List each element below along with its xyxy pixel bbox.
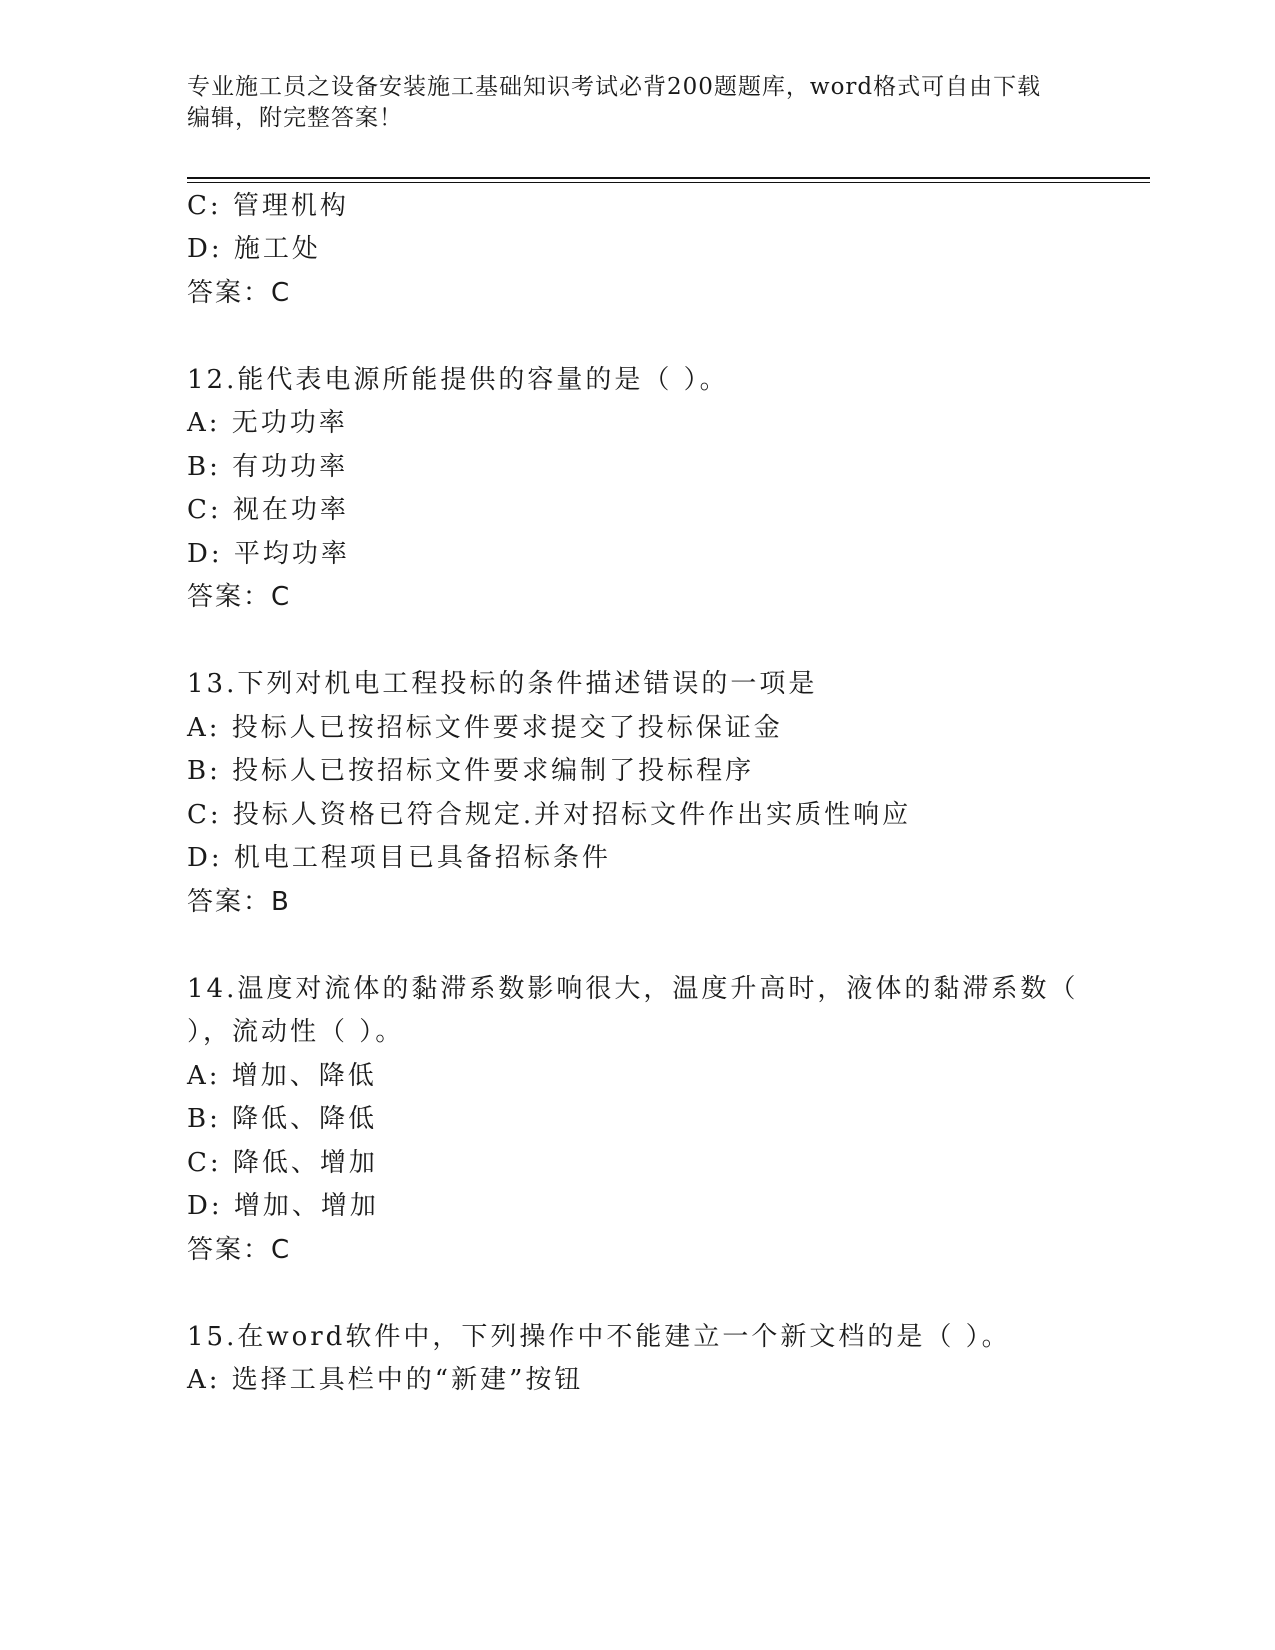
q11-answer: 答案：C [187, 278, 292, 308]
q13-option-a: A: 投标人已按招标文件要求提交了投标保证金 [187, 713, 783, 743]
q13-option-c: C: 投标人资格已符合规定.并对招标文件作出实质性响应 [187, 800, 912, 830]
q15-option-a: A: 选择工具栏中的“新建”按钮 [187, 1365, 584, 1395]
header-divider-thin [187, 182, 1150, 183]
q11-option-d: D: 施工处 [187, 234, 321, 264]
q14-stem-line2: ），流动性（ ）。 [187, 1017, 405, 1047]
q14-answer: 答案：C [187, 1235, 292, 1265]
q14-option-c: C: 降低、增加 [187, 1148, 378, 1178]
q13-option-d: D: 机电工程项目已具备招标条件 [187, 843, 611, 873]
q12-answer: 答案：C [187, 582, 292, 612]
q12-option-c: C: 视在功率 [187, 495, 349, 525]
q11-option-c: C: 管理机构 [187, 191, 349, 221]
q13-answer: 答案：B [187, 887, 291, 917]
q12-option-b: B: 有功功率 [187, 452, 349, 482]
q12-stem: 12.能代表电源所能提供的容量的是（ ）。 [187, 365, 729, 395]
q13-option-b: B: 投标人已按招标文件要求编制了投标程序 [187, 756, 755, 786]
header-divider-thick [187, 177, 1150, 179]
q12-option-d: D: 平均功率 [187, 539, 350, 569]
q12-option-a: A: 无功功率 [187, 408, 348, 438]
header-title-line1: 专业施工员之设备安装施工基础知识考试必背200题题库，word格式可自由下载 [187, 74, 1042, 100]
q14-stem-line1: 14.温度对流体的黏滞系数影响很大，温度升高时，液体的黏滞系数（ [187, 974, 1079, 1004]
header-title-line2: 编辑，附完整答案！ [187, 105, 403, 131]
q14-option-d: D: 增加、增加 [187, 1191, 379, 1221]
q15-stem: 15.在word软件中，下列操作中不能建立一个新文档的是（ ）。 [187, 1322, 1011, 1352]
document-header [187, 72, 1067, 134]
q13-stem: 13.下列对机电工程投标的条件描述错误的一项是 [187, 669, 818, 699]
q14-option-b: B: 降低、降低 [187, 1104, 378, 1134]
q14-option-a: A: 增加、降低 [187, 1061, 377, 1091]
